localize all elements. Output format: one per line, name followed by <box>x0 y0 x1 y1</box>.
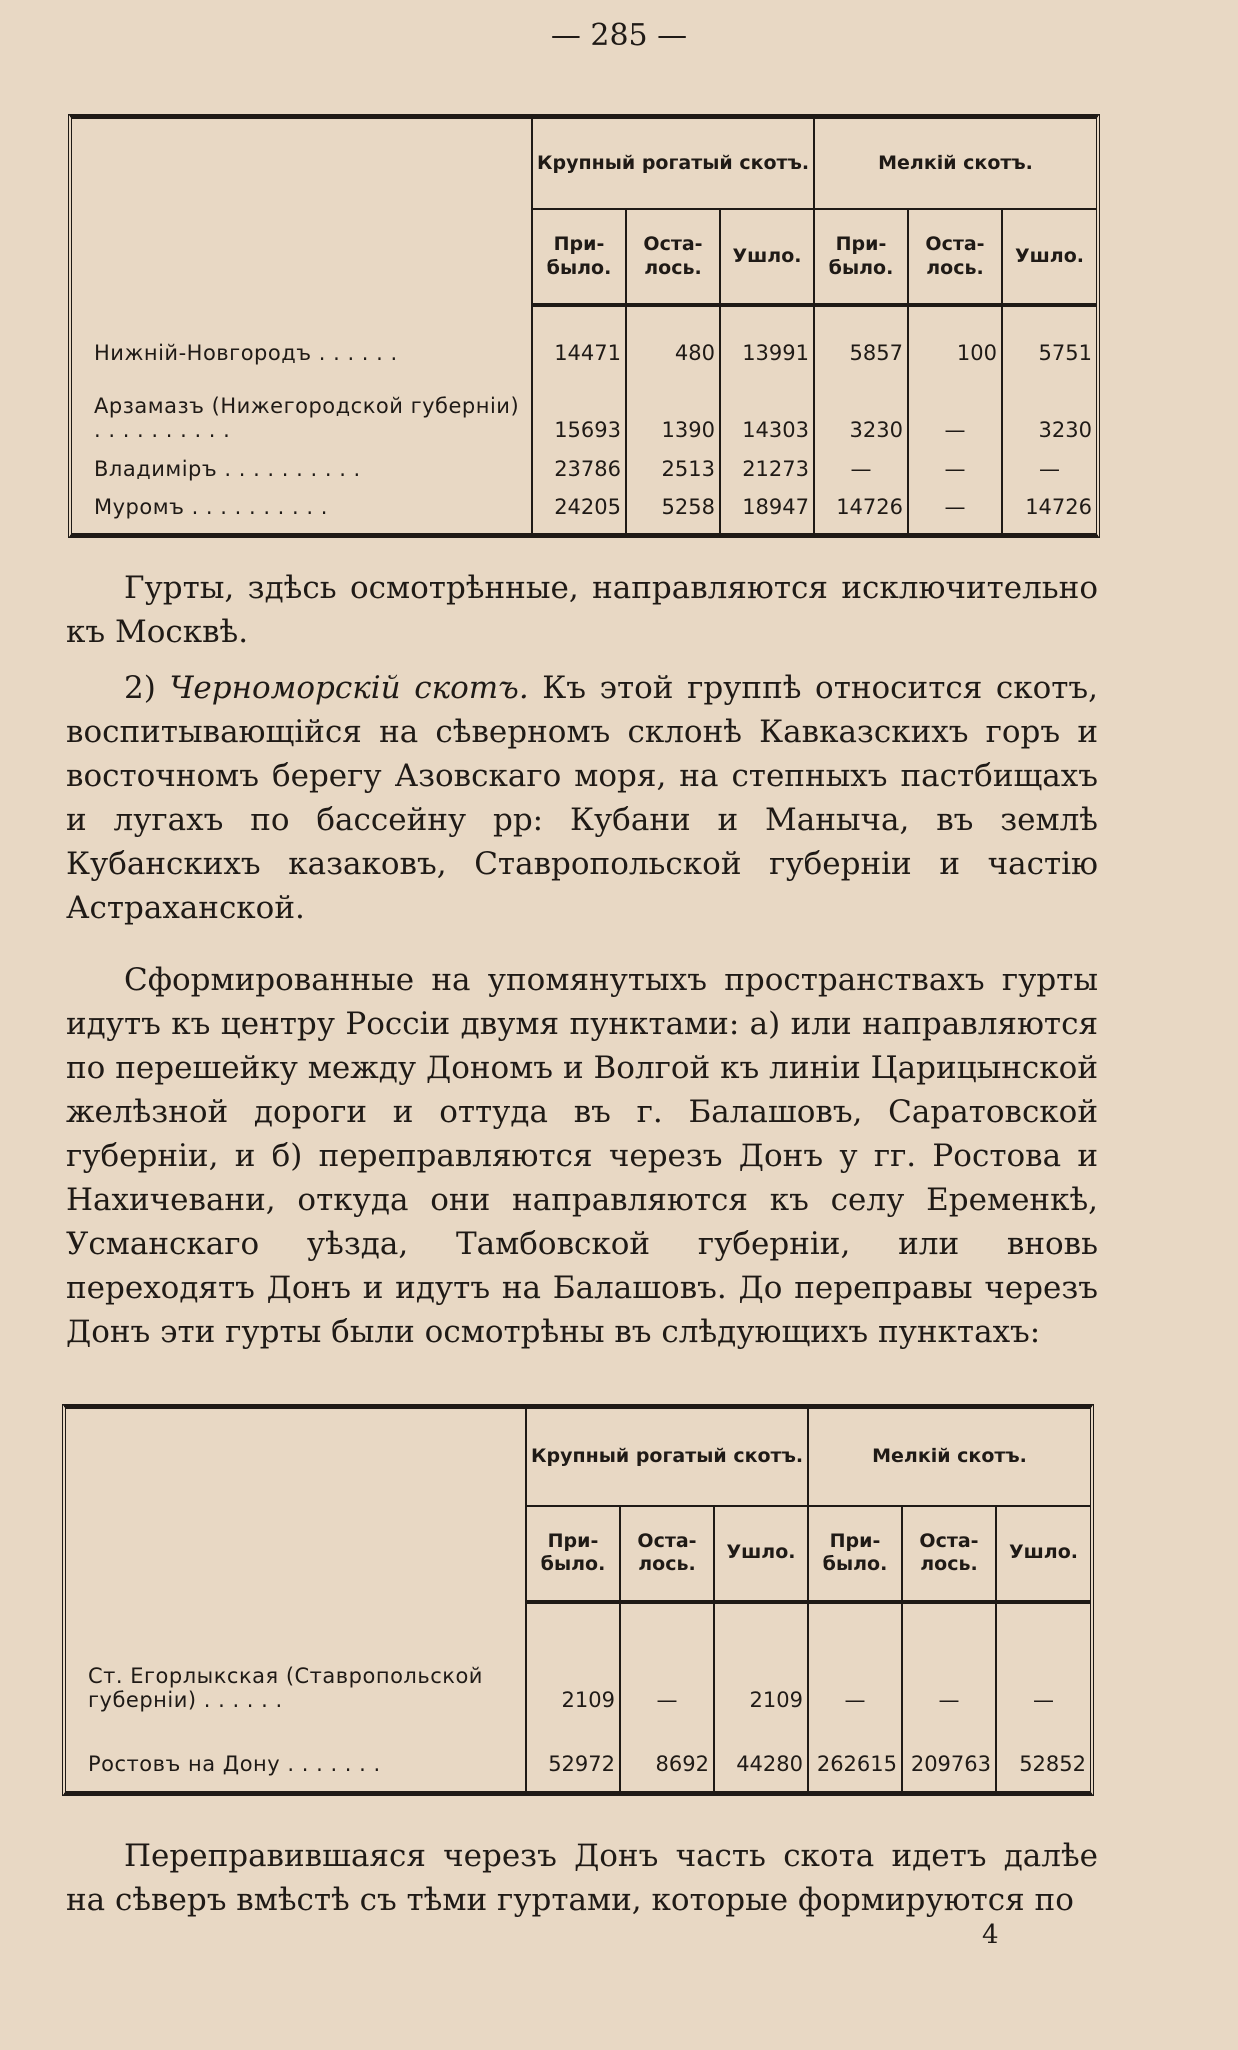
row-label: Нижній-Новгородъ . . . . . . <box>94 341 398 366</box>
cell: 5857 <box>814 327 908 365</box>
cell: 209763 <box>902 1712 996 1776</box>
signature-mark: 4 <box>982 1920 999 1950</box>
paragraph-routes: Сформированные на упомянутыхъ пространствахъ гурты идутъ къ центру Россіи двумя пунктами: а) или направляются по перешейку между Дономъ и Волгой къ линіи Царицынской желѣзной дороги и оттуда въ г. Балашовъ, Саратовской губерніи, и б) переправляются черезъ Донъ у гг. Ростова и Нахичевани, откуда они направляются къ селу Еременкѣ, Усманскаго уѣзда, Тамбовской губерніи, или вновь переходятъ Донъ и идутъ на Балашовъ. До переправы черезъ Донъ эти гурты были осмотрѣны въ слѣдующихъ пунктахъ: <box>66 962 1098 1350</box>
cell: 3230 <box>814 365 908 442</box>
cell: — <box>808 1626 902 1712</box>
row-label: Владиміръ . . . . . . . . . . <box>94 456 361 481</box>
group-header-small-livestock: Мелкій скотъ. <box>808 1409 1090 1506</box>
group-header-cattle: Крупный рогатый скотъ. <box>526 1409 808 1506</box>
cell: — <box>908 481 1002 519</box>
cell: 14726 <box>814 481 908 519</box>
table-livestock-volga <box>68 114 1100 538</box>
cell: 5258 <box>626 481 720 519</box>
cell: 100 <box>908 327 1002 365</box>
col-header: Оста-лось. <box>626 209 720 305</box>
cell: 2109 <box>714 1626 808 1712</box>
cell: 2513 <box>626 442 720 480</box>
cell: 18947 <box>720 481 814 519</box>
section-heading: Черноморскій скотъ. <box>169 670 529 706</box>
paragraph-text: Къ этой группѣ относится скотъ, воспитывающійся на сѣверномъ склонѣ Кавказскихъ горъ и восточномъ берегу Азовскаго моря, на степныхъ пастбищахъ и лугахъ по бассейну рр: Кубани и Манычa, въ землѣ Кубанскихъ казаковъ, Ставропольской губерніи и частію Астраханской. <box>66 670 1098 926</box>
cell: 14303 <box>720 365 814 442</box>
cell: 15693 <box>532 365 626 442</box>
cell: — <box>996 1626 1090 1712</box>
cell: 2109 <box>526 1626 620 1712</box>
cell: 13991 <box>720 327 814 365</box>
cell: 24205 <box>532 481 626 519</box>
col-header: Ушло. <box>996 1506 1090 1603</box>
page-number: — 285 — <box>550 18 688 53</box>
cell: — <box>1002 442 1096 480</box>
paragraph-continuation: Переправившаяся черезъ Донъ часть скота идетъ далѣе на сѣверъ вмѣстѣ съ тѣми гуртами, которые формируются по <box>66 1838 1098 1918</box>
col-header: Оста-лось. <box>620 1506 714 1603</box>
col-header: При-было. <box>526 1506 620 1603</box>
group-header-small-livestock: Мелкій скотъ. <box>814 119 1096 209</box>
paragraph-black-sea-cattle <box>66 666 1098 930</box>
cell: — <box>908 365 1002 442</box>
list-number: 2) <box>124 670 170 706</box>
table-stub-header <box>72 119 532 305</box>
col-header: При-было. <box>808 1506 902 1603</box>
cell: — <box>620 1626 714 1712</box>
row-label: Ст. Егорлыкская (Ставропольской губерніи) . . . . . . <box>88 1663 483 1712</box>
col-header: При-было. <box>814 209 908 305</box>
cell: 480 <box>626 327 720 365</box>
cell: 5751 <box>1002 327 1096 365</box>
paragraph-moscow: Гурты, здѣсь осмотрѣнные, направляются исключительно къ Москвѣ. <box>66 570 1098 650</box>
table-row <box>72 442 1096 480</box>
cell: 3230 <box>1002 365 1096 442</box>
group-header-cattle: Крупный рогатый скотъ. <box>532 119 814 209</box>
col-header: Оста-лось. <box>908 209 1002 305</box>
cell: 44280 <box>714 1712 808 1776</box>
cell: 52852 <box>996 1712 1090 1776</box>
cell: — <box>814 442 908 480</box>
table-livestock-don <box>62 1404 1094 1796</box>
table-row <box>66 1626 1090 1712</box>
col-header: При-было. <box>532 209 626 305</box>
col-header: Ушло. <box>1002 209 1096 305</box>
cell: 262615 <box>808 1712 902 1776</box>
cell: 8692 <box>620 1712 714 1776</box>
col-header: Оста-лось. <box>902 1506 996 1603</box>
table-row <box>72 365 1096 442</box>
row-label: Муромъ . . . . . . . . . . <box>94 495 328 519</box>
col-header: Ушло. <box>720 209 814 305</box>
cell: 14726 <box>1002 481 1096 519</box>
table-row <box>72 327 1096 365</box>
cell: 23786 <box>532 442 626 480</box>
cell: 14471 <box>532 327 626 365</box>
col-header: Ушло. <box>714 1506 808 1603</box>
table-row <box>72 481 1096 519</box>
cell: — <box>908 442 1002 480</box>
cell: 52972 <box>526 1712 620 1776</box>
cell: — <box>902 1626 996 1712</box>
cell: 1390 <box>626 365 720 442</box>
cell: 21273 <box>720 442 814 480</box>
table-stub-header <box>66 1409 526 1602</box>
row-label: Арзамазъ (Нижегородской губерніи) . . . . . . . . . . <box>94 394 520 443</box>
row-label: Ростовъ на Дону . . . . . . . <box>88 1751 381 1776</box>
table-row <box>66 1712 1090 1776</box>
